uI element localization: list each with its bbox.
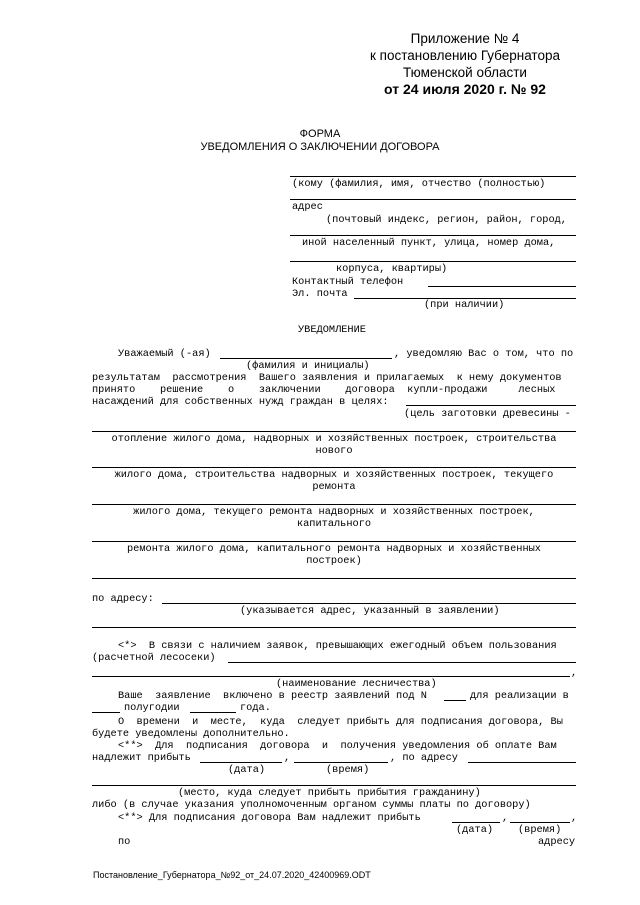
appendix-ref: к постановлению Губернатора	[370, 48, 560, 63]
half-year-line	[92, 712, 120, 713]
date-line-2	[452, 822, 500, 823]
p7-right: адресу	[538, 836, 576, 848]
by-address-line	[162, 603, 576, 604]
purpose-line-c	[92, 504, 576, 505]
form-title	[0, 128, 640, 154]
forestry-comma: ,	[571, 667, 578, 679]
appendix-date: от 24 июля 2020 г. № 92	[384, 81, 546, 97]
date-line	[200, 762, 282, 763]
form-label: ФОРМА	[299, 128, 341, 140]
address-label: адрес	[292, 201, 323, 213]
p1-line1: результатам рассмотрения Вашего заявления и прилагаемых к нему документов	[92, 372, 562, 384]
p2-line1: <*> В связи с наличием заявок, превышающих ежегодный объем пользования	[118, 640, 557, 652]
purpose-a2: нового	[315, 445, 353, 457]
forestry-line-1	[228, 662, 576, 663]
file-footer: Постановление_Губернатора_№92_от_24.07.2020_42400969.ODT	[93, 870, 371, 880]
notice-title: УВЕДОМЛЕНИЕ	[298, 324, 366, 336]
p5-line2-tail: , по адресу	[390, 752, 458, 764]
forestry-hint: (наименование лесничества)	[276, 678, 437, 690]
email-label: Эл. почта	[292, 288, 348, 300]
purpose-line-b	[92, 467, 576, 468]
registry-number-line	[444, 700, 466, 701]
time-line-2	[510, 822, 570, 823]
purpose-b1: жилого дома, строительства надворных и хозяйственных построек, текущего	[114, 469, 554, 481]
purpose-b2: ремонта	[312, 481, 356, 493]
p1-line2: принято решение о заключении договора купли-продажи лесных	[92, 384, 556, 396]
date-comma-2: ,	[502, 812, 509, 824]
purpose-line-0	[406, 405, 576, 406]
purpose-hint: (цель заготовки древесины -	[404, 408, 571, 420]
place-line-1	[468, 762, 576, 763]
purpose-line-e	[92, 578, 576, 579]
phone-label: Контактный телефон	[292, 276, 404, 288]
date-hint: (дата)	[228, 764, 266, 776]
email-hint: (при наличии)	[424, 299, 505, 311]
by-address-hint: (указывается адрес, указанный в заявлении)	[240, 605, 500, 617]
purpose-c2: капитального	[296, 518, 372, 530]
purpose-line-d	[92, 541, 576, 542]
p4-line2: будете уведомлены дополнительно.	[92, 728, 290, 740]
appendix-header	[345, 30, 585, 98]
year-line	[190, 712, 236, 713]
p5-line1: <**> Для подписания договора и получения уведомления об оплате Вам	[118, 740, 557, 752]
place-line-2	[92, 785, 576, 786]
address-hint-2: иной населенный пункт, улица, номер дома,	[302, 237, 556, 249]
time-comma-2: ,	[571, 812, 578, 824]
whom-line	[290, 176, 576, 177]
time-hint-2: (время)	[518, 824, 562, 836]
whom-hint: (кому (фамилия, имя, отчество (полностью)	[292, 178, 546, 190]
address-line-3	[290, 261, 576, 262]
p3-line2: полугодии	[124, 702, 180, 714]
by-address-label: по адресу:	[92, 593, 154, 605]
forestry-line-2	[92, 676, 570, 677]
date-comma: ,	[284, 752, 291, 764]
phone-line	[428, 286, 576, 287]
address-hint-1: (почтовый индекс, регион, район, город,	[326, 214, 567, 226]
name-hint: (фамилия и инициалы)	[246, 360, 370, 372]
appendix-number: Приложение № 4	[410, 31, 520, 46]
p2-line2: (расчетной лесосеки)	[92, 652, 216, 664]
address-line-2	[290, 235, 576, 236]
p4-line1: О времени и месте, куда следует прибыть для подписания договора, Вы	[118, 716, 563, 728]
purpose-a1: отопление жилого дома, надворных и хозяйственных построек, строительства	[111, 433, 557, 445]
whom-line-2	[290, 199, 576, 200]
form-name: УВЕДОМЛЕНИЯ О ЗАКЛЮЧЕНИИ ДОГОВОРА	[200, 141, 440, 153]
salutation-tail: , уведомляю Вас о том, что по	[394, 348, 574, 360]
p5-line2: надлежит прибыть	[92, 752, 191, 764]
p1-line3: насаждений для собственных нужд граждан в целях:	[92, 396, 389, 408]
p3-line1-tail: для реализации в	[470, 690, 569, 702]
time-hint: (время)	[326, 764, 370, 776]
purpose-line-a	[92, 431, 576, 432]
address-hint-3: корпуса, квартиры)	[336, 263, 448, 275]
by-address-line-2	[92, 627, 576, 628]
name-line	[220, 358, 392, 359]
purpose-d1: ремонта жилого дома, капитального ремонта надворных и хозяйственных	[126, 543, 541, 555]
purpose-c1: жилого дома, текущего ремонта надворных и хозяйственных построек,	[133, 506, 535, 518]
p7-left: по	[118, 836, 131, 848]
time-line	[294, 762, 388, 763]
appendix-region: Тюменской области	[403, 65, 527, 80]
purpose-d2: построек)	[306, 555, 362, 567]
place-hint: (место, куда следует прибыть прибытия гражданину)	[178, 787, 481, 799]
p6-line1: <**> Для подписания договора Вам надлежит прибыть	[118, 812, 421, 824]
alt-line: либо (в случае указания уполномоченным органом суммы платы по договору)	[92, 799, 531, 811]
date-hint-2: (дата)	[456, 824, 494, 836]
salutation: Уважаемый (-ая)	[118, 348, 211, 360]
p3-line1: Ваше заявление включено в реестр заявлений под N	[118, 690, 427, 702]
p3-line2-tail: года.	[240, 702, 271, 714]
